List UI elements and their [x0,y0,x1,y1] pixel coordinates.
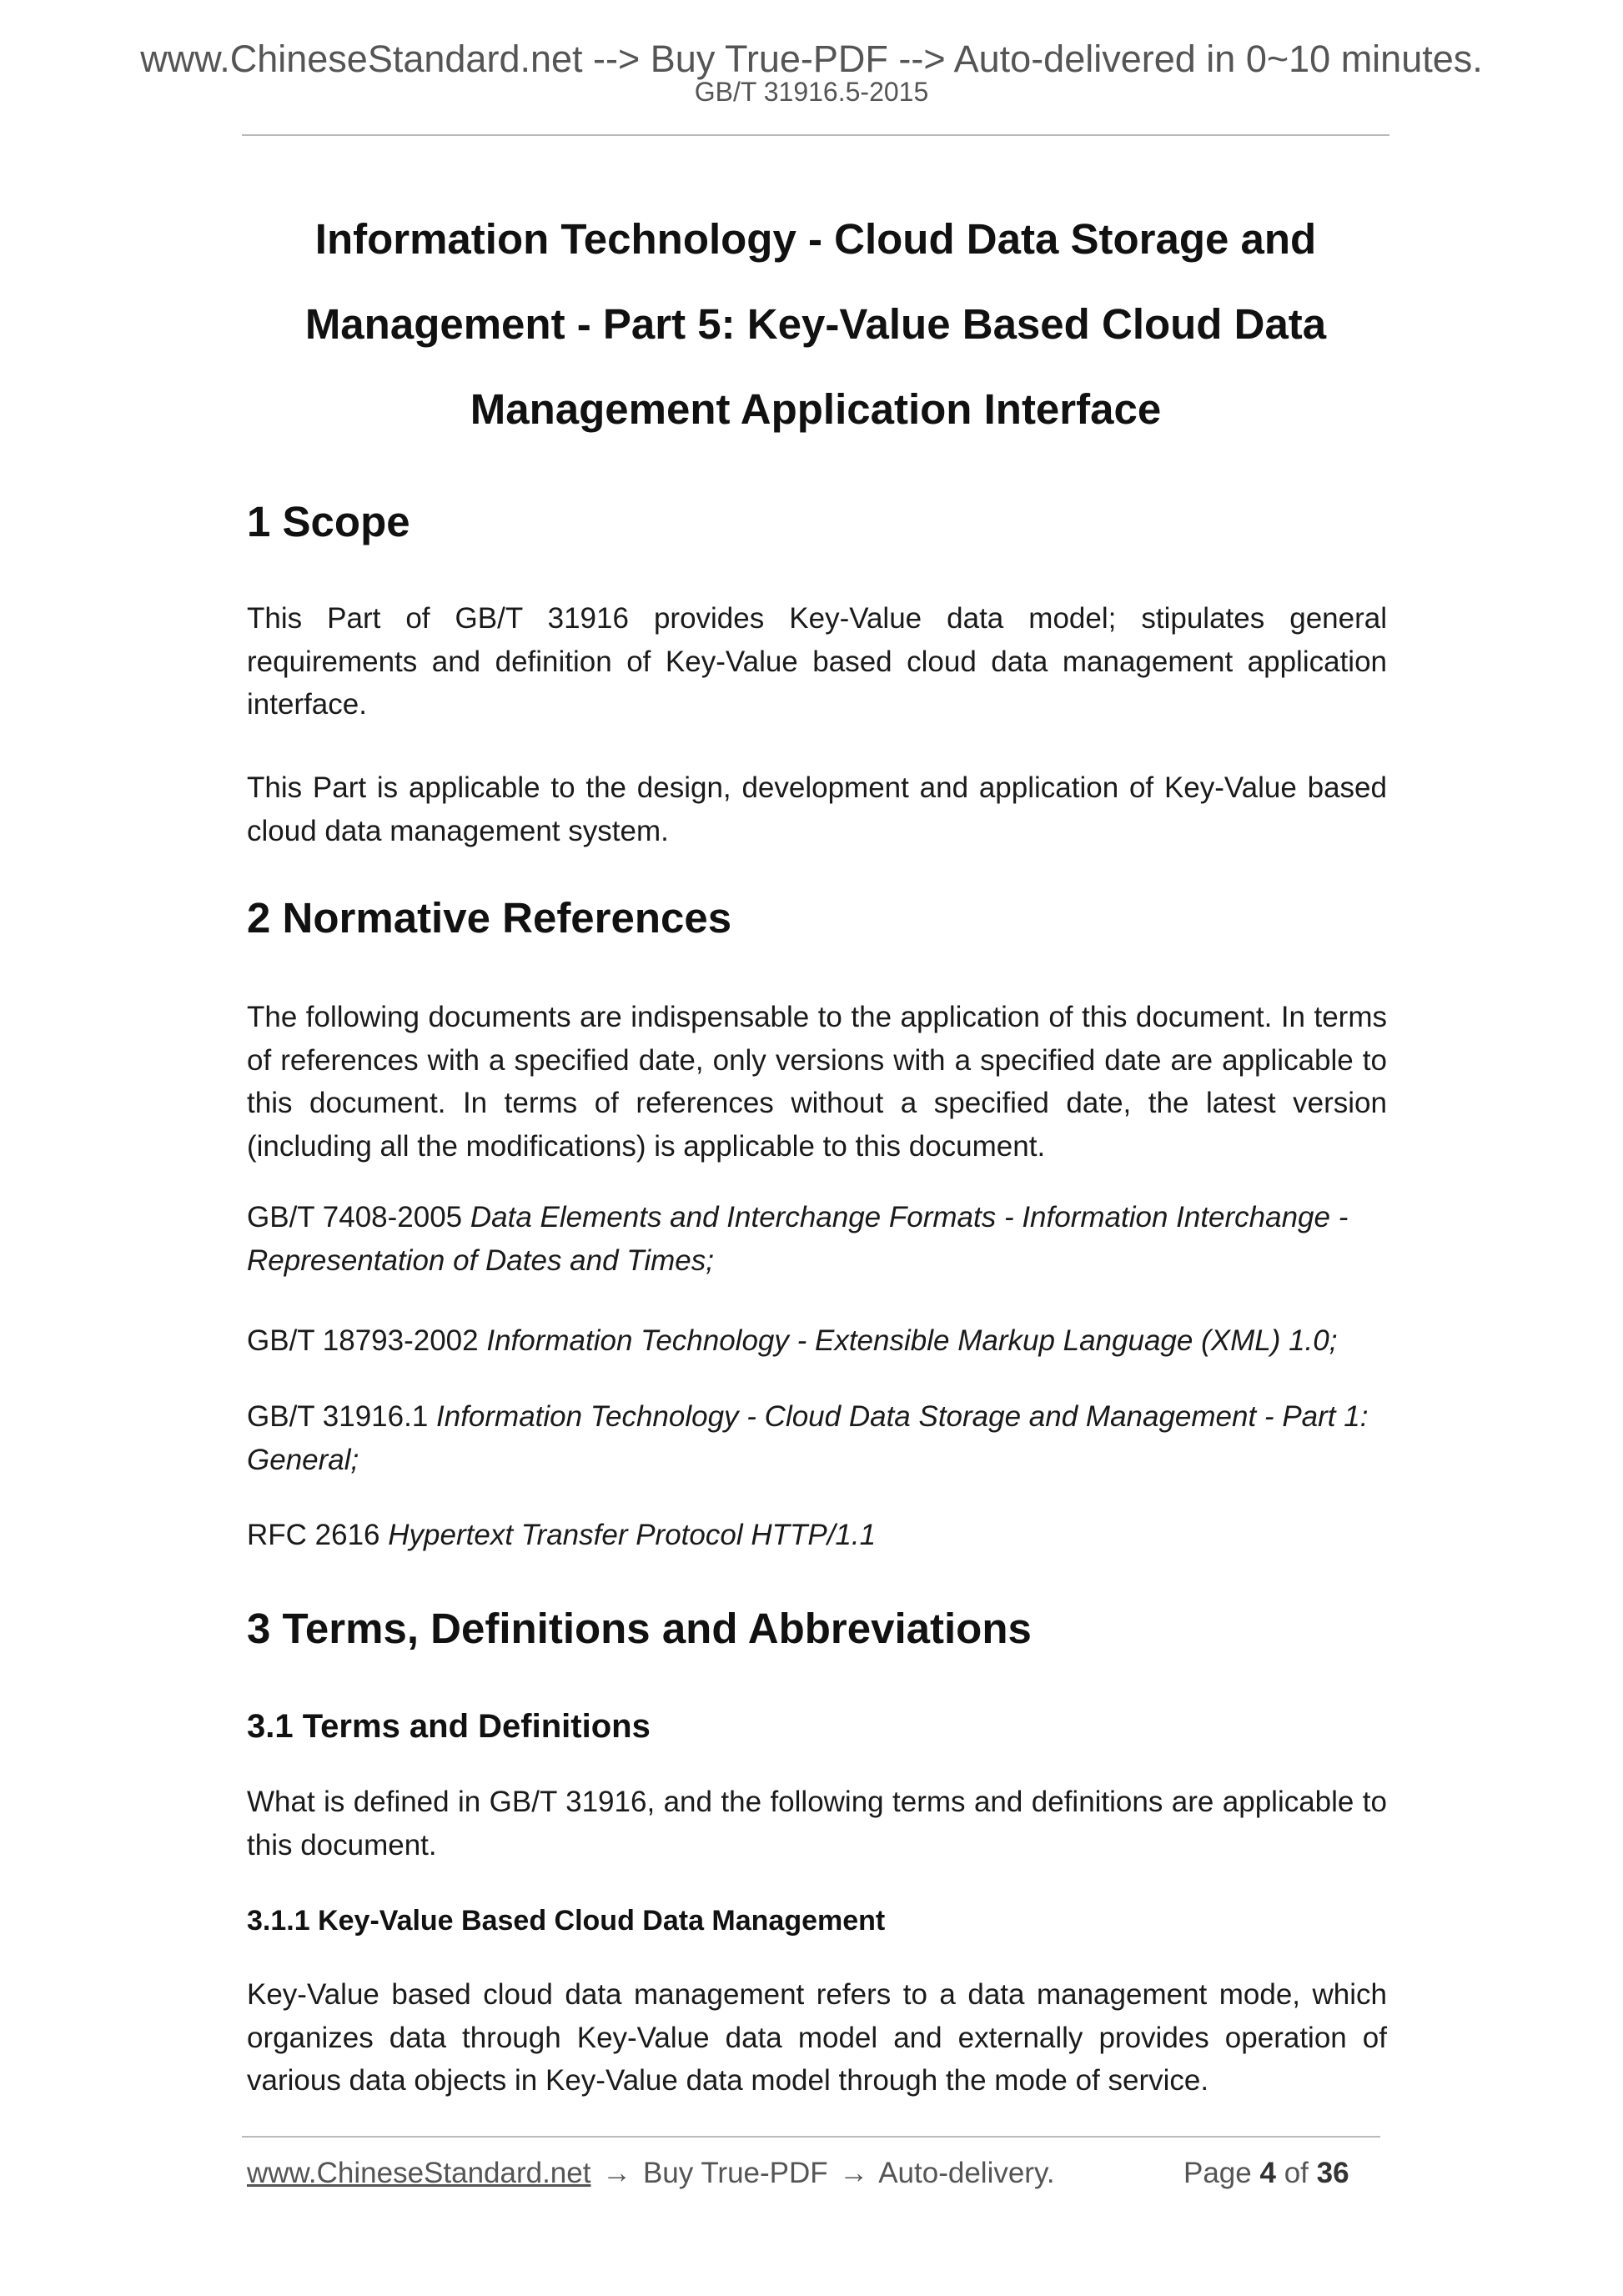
reference-title: Hypertext Transfer Protocol HTTP/1.1 [388,1519,877,1551]
footer-site-link[interactable]: www.ChineseStandard.net [247,2157,591,2189]
arrow-right-icon: → [602,2157,632,2189]
title-line-1: Information Technology - Cloud Data Storage and [314,215,1317,263]
page-number: 4 [1259,2157,1276,2189]
header-divider [242,134,1389,136]
section-3-1-1-heading: 3.1.1 Key-Value Based Cloud Data Management [247,1905,886,1937]
footer-delivery-text: Auto-delivery. [878,2157,1055,2189]
reference-title: Data Elements and Interchange Formats - Information Interchange - Representation of Dates and Times; [247,1201,1349,1277]
title-line-2: Management - Part 5: Key-Value Based Cloud Data [304,300,1327,348]
footer-buy-text: Buy True-PDF [642,2157,828,2189]
title-line-3: Management Application Interface [470,385,1162,433]
scope-paragraph-2: This Part is applicable to the design, development and application of Key-Value based cloud data management system. [247,771,1387,847]
footer-promo [247,2158,1055,2188]
arrow-right-icon: → [839,2157,869,2189]
definition-paragraph: Key-Value based cloud data management refers to a data management mode, which organizes data through Key-Value data model and externally provides operation of various data objects in Key-Value data model through the mode of service. [247,1978,1387,2097]
page-label: Page [1183,2157,1252,2189]
reference-item [247,1395,1387,1481]
scope-paragraph-1: This Part of GB/T 31916 provides Key-Value data model; stipulates general requirements and definition of Key-Value based cloud data management application interface. [247,602,1387,721]
footer-divider [242,2136,1380,2138]
section-2-heading: 2 Normative References [247,894,732,942]
page-total: 36 [1316,2157,1349,2189]
reference-code: RFC 2616 [247,1519,380,1551]
promo-banner: www.ChineseStandard.net --> Buy True-PDF --> Auto-delivered in 0~10 minutes. [140,38,1483,80]
standard-number-header: GB/T 31916.5-2015 [694,77,929,107]
reference-item [247,1196,1387,1282]
reference-title: Information Technology - Extensible Markup Language (XML) 1.0; [486,1324,1338,1357]
reference-code: GB/T 18793-2002 [247,1324,479,1357]
document-title [242,197,1389,452]
reference-title: Information Technology - Cloud Data Storage and Management - Part 1: General; [247,1400,1369,1476]
reference-code: GB/T 7408-2005 [247,1201,463,1233]
normative-intro-paragraph: The following documents are indispensable to the application of this document. In terms of references with a specified date, only versions with a specified date are applicable to this document. In terms of references without a specified date, the latest version (including all the modifications) is applicable to this document. [247,1001,1387,1163]
reference-item [247,1514,1387,1557]
page-indicator [1183,2158,1349,2188]
reference-item [247,1319,1387,1363]
section-3-1-heading: 3.1 Terms and Definitions [247,1708,651,1745]
section-1-heading: 1 Scope [247,498,410,545]
terms-intro-paragraph: What is defined in GB/T 31916, and the following terms and definitions are applicable to this document. [247,1786,1387,1861]
reference-code: GB/T 31916.1 [247,1400,429,1433]
section-3-heading: 3 Terms, Definitions and Abbreviations [247,1605,1032,1652]
of-label: of [1284,2157,1309,2189]
